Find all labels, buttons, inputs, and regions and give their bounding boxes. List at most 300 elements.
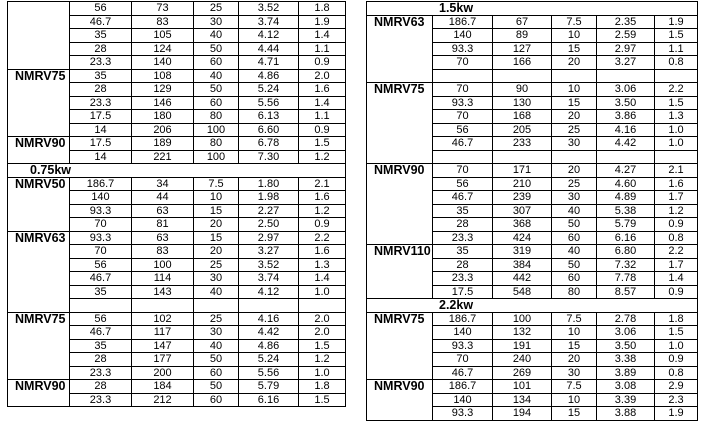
table-row: [367, 312, 698, 326]
section-header-row: [8, 164, 346, 178]
value-cell: [597, 69, 655, 83]
value-cell: 70: [433, 353, 493, 367]
value-cell: 1.5: [655, 29, 698, 43]
value-cell: 2.1: [655, 164, 698, 178]
value-cell: 1.5: [299, 339, 346, 353]
power-section-label: 1.5kw: [367, 2, 698, 16]
value-cell: 1.0: [655, 137, 698, 151]
value-cell: 114: [132, 272, 194, 286]
value-cell: 73: [132, 2, 194, 16]
value-cell: 0.9: [655, 218, 698, 232]
value-cell: 194: [493, 407, 552, 421]
value-cell: 3.52: [239, 2, 299, 16]
value-cell: 186.7: [433, 312, 493, 326]
value-cell: 7.5: [194, 177, 239, 191]
value-cell: 4.89: [597, 191, 655, 205]
value-cell: 307: [493, 204, 552, 218]
value-cell: 1.1: [655, 42, 698, 56]
right-spec-table: [366, 1, 698, 421]
value-cell: 205: [493, 123, 552, 137]
value-cell: 2.0: [299, 312, 346, 326]
value-cell: 25: [552, 123, 597, 137]
value-cell: 56: [433, 177, 493, 191]
value-cell: 129: [132, 83, 194, 97]
value-cell: 0.9: [299, 56, 346, 70]
value-cell: 384: [493, 258, 552, 272]
value-cell: 15: [552, 96, 597, 110]
value-cell: 130: [493, 96, 552, 110]
left-spec-table: [7, 1, 346, 407]
table-row: [8, 177, 346, 191]
value-cell: 46.7: [433, 137, 493, 151]
value-cell: 35: [70, 285, 132, 299]
table-row: [8, 137, 346, 151]
value-cell: 25: [194, 312, 239, 326]
value-cell: 93.3: [433, 339, 493, 353]
value-cell: 1.2: [299, 353, 346, 367]
value-cell: [597, 150, 655, 164]
value-cell: 3.39: [597, 393, 655, 407]
value-cell: 140: [433, 29, 493, 43]
value-cell: 102: [132, 312, 194, 326]
value-cell: 0.8: [655, 366, 698, 380]
value-cell: 35: [70, 339, 132, 353]
table-row: [367, 245, 698, 259]
value-cell: 0.9: [299, 218, 346, 232]
value-cell: 1.4: [299, 29, 346, 43]
value-cell: 23.3: [433, 231, 493, 245]
value-cell: 1.8: [299, 380, 346, 394]
value-cell: 1.4: [299, 272, 346, 286]
value-cell: 3.74: [239, 272, 299, 286]
value-cell: 221: [132, 150, 194, 164]
value-cell: 5.56: [239, 366, 299, 380]
value-cell: 6.16: [239, 393, 299, 407]
value-cell: 34: [132, 177, 194, 191]
value-cell: 93.3: [70, 204, 132, 218]
value-cell: 1.1: [299, 110, 346, 124]
value-cell: [552, 150, 597, 164]
value-cell: 0.9: [655, 285, 698, 299]
value-cell: 20: [552, 110, 597, 124]
value-cell: 46.7: [433, 366, 493, 380]
value-cell: 2.78: [597, 312, 655, 326]
model-name-cell: NMRV90: [367, 164, 433, 245]
value-cell: 7.32: [597, 258, 655, 272]
value-cell: 6.16: [597, 231, 655, 245]
value-cell: 56: [70, 312, 132, 326]
value-cell: 3.52: [239, 258, 299, 272]
value-cell: 6.78: [239, 137, 299, 151]
value-cell: 20: [194, 218, 239, 232]
value-cell: 7.5: [552, 380, 597, 394]
value-cell: 1.0: [299, 285, 346, 299]
value-cell: 93.3: [70, 231, 132, 245]
value-cell: 20: [194, 245, 239, 259]
value-cell: 100: [194, 123, 239, 137]
value-cell: 10: [552, 29, 597, 43]
value-cell: 0.8: [655, 56, 698, 70]
value-cell: 28: [70, 353, 132, 367]
value-cell: 100: [493, 312, 552, 326]
value-cell: 319: [493, 245, 552, 259]
value-cell: 28: [433, 218, 493, 232]
value-cell: 15: [194, 204, 239, 218]
value-cell: 2.0: [299, 326, 346, 340]
value-cell: 146: [132, 96, 194, 110]
value-cell: 5.79: [239, 380, 299, 394]
value-cell: [299, 299, 346, 313]
value-cell: 3.08: [597, 380, 655, 394]
value-cell: 20: [552, 353, 597, 367]
value-cell: 4.12: [239, 29, 299, 43]
value-cell: 83: [132, 245, 194, 259]
value-cell: 60: [194, 366, 239, 380]
value-cell: 4.44: [239, 42, 299, 56]
value-cell: 1.80: [239, 177, 299, 191]
value-cell: 28: [70, 83, 132, 97]
value-cell: 23.3: [70, 366, 132, 380]
value-cell: 25: [194, 2, 239, 16]
value-cell: 3.50: [597, 96, 655, 110]
power-section-label: 2.2kw: [367, 299, 698, 313]
value-cell: 50: [552, 218, 597, 232]
value-cell: 70: [433, 110, 493, 124]
value-cell: 10: [552, 83, 597, 97]
value-cell: 30: [194, 272, 239, 286]
value-cell: 4.16: [597, 123, 655, 137]
value-cell: 1.8: [655, 312, 698, 326]
value-cell: 7.5: [552, 312, 597, 326]
value-cell: 2.59: [597, 29, 655, 43]
value-cell: 14: [70, 123, 132, 137]
value-cell: 60: [194, 56, 239, 70]
value-cell: 5.24: [239, 83, 299, 97]
value-cell: 25: [194, 258, 239, 272]
value-cell: 50: [194, 83, 239, 97]
value-cell: 117: [132, 326, 194, 340]
value-cell: [70, 299, 132, 313]
value-cell: 2.2: [299, 231, 346, 245]
value-cell: [132, 299, 194, 313]
value-cell: 1.6: [299, 191, 346, 205]
value-cell: 200: [132, 366, 194, 380]
model-name-cell: NMRV63: [367, 15, 433, 83]
value-cell: 25: [552, 177, 597, 191]
model-name-cell: NMRV75: [8, 312, 70, 380]
value-cell: 2.0: [299, 69, 346, 83]
value-cell: 140: [433, 393, 493, 407]
value-cell: 6.60: [239, 123, 299, 137]
value-cell: 40: [194, 285, 239, 299]
value-cell: [493, 69, 552, 83]
value-cell: 1.6: [299, 83, 346, 97]
model-name-cell: NMRV63: [8, 231, 70, 312]
value-cell: 80: [194, 137, 239, 151]
value-cell: 93.3: [433, 42, 493, 56]
value-cell: 3.89: [597, 366, 655, 380]
value-cell: 4.12: [239, 285, 299, 299]
value-cell: 0.9: [299, 123, 346, 137]
table-row: [367, 83, 698, 97]
value-cell: 30: [552, 366, 597, 380]
value-cell: 1.1: [299, 42, 346, 56]
model-name-cell: NMRV90: [367, 380, 433, 421]
value-cell: 3.50: [597, 339, 655, 353]
table-row: [8, 2, 346, 16]
value-cell: 2.35: [597, 15, 655, 29]
value-cell: 4.60: [597, 177, 655, 191]
value-cell: [433, 69, 493, 83]
table-row: [8, 380, 346, 394]
value-cell: 60: [194, 393, 239, 407]
model-name-cell: NMRV50: [8, 177, 70, 231]
value-cell: 23.3: [70, 393, 132, 407]
value-cell: 50: [194, 42, 239, 56]
model-name-cell: NMRV75: [367, 312, 433, 380]
value-cell: 50: [194, 353, 239, 367]
value-cell: 177: [132, 353, 194, 367]
value-cell: 1.0: [655, 339, 698, 353]
table-row: [367, 380, 698, 394]
section-header-row: [367, 2, 698, 16]
value-cell: 46.7: [70, 272, 132, 286]
value-cell: [239, 299, 299, 313]
value-cell: 212: [132, 393, 194, 407]
value-cell: 7.78: [597, 272, 655, 286]
value-cell: 4.27: [597, 164, 655, 178]
value-cell: 1.2: [299, 204, 346, 218]
value-cell: 3.74: [239, 15, 299, 29]
value-cell: 4.42: [239, 326, 299, 340]
value-cell: 35: [70, 69, 132, 83]
value-cell: 168: [493, 110, 552, 124]
value-cell: 17.5: [433, 285, 493, 299]
value-cell: 140: [433, 326, 493, 340]
value-cell: 0.8: [655, 231, 698, 245]
value-cell: 3.27: [597, 56, 655, 70]
value-cell: 2.97: [239, 231, 299, 245]
value-cell: 60: [194, 96, 239, 110]
value-cell: [433, 150, 493, 164]
value-cell: 46.7: [70, 15, 132, 29]
value-cell: [655, 69, 698, 83]
value-cell: 1.0: [655, 123, 698, 137]
model-name-cell: NMRV110: [367, 245, 433, 299]
value-cell: 20: [552, 164, 597, 178]
value-cell: 1.2: [655, 204, 698, 218]
value-cell: 3.06: [597, 83, 655, 97]
value-cell: 1.6: [299, 245, 346, 259]
power-section-label: 0.75kw: [8, 164, 346, 178]
value-cell: 2.27: [239, 204, 299, 218]
value-cell: 44: [132, 191, 194, 205]
value-cell: 2.2: [655, 83, 698, 97]
value-cell: 89: [493, 29, 552, 43]
value-cell: 4.42: [597, 137, 655, 151]
value-cell: 56: [433, 123, 493, 137]
value-cell: 30: [552, 191, 597, 205]
value-cell: 147: [132, 339, 194, 353]
value-cell: 2.1: [299, 177, 346, 191]
value-cell: 28: [433, 258, 493, 272]
value-cell: 8.57: [597, 285, 655, 299]
value-cell: 2.50: [239, 218, 299, 232]
value-cell: 70: [70, 218, 132, 232]
value-cell: 189: [132, 137, 194, 151]
value-cell: 4.71: [239, 56, 299, 70]
value-cell: [655, 150, 698, 164]
value-cell: 23.3: [433, 272, 493, 286]
value-cell: 7.30: [239, 150, 299, 164]
value-cell: 134: [493, 393, 552, 407]
value-cell: 35: [70, 29, 132, 43]
value-cell: 56: [70, 2, 132, 16]
value-cell: 1.98: [239, 191, 299, 205]
value-cell: 67: [493, 15, 552, 29]
value-cell: 233: [493, 137, 552, 151]
value-cell: 30: [552, 137, 597, 151]
table-row: [8, 231, 346, 245]
value-cell: 105: [132, 29, 194, 43]
value-cell: 10: [552, 326, 597, 340]
value-cell: 23.3: [70, 56, 132, 70]
value-cell: 368: [493, 218, 552, 232]
value-cell: 14: [70, 150, 132, 164]
value-cell: 10: [194, 191, 239, 205]
value-cell: 424: [493, 231, 552, 245]
value-cell: 143: [132, 285, 194, 299]
value-cell: 35: [433, 245, 493, 259]
value-cell: 50: [552, 258, 597, 272]
value-cell: 1.3: [299, 258, 346, 272]
value-cell: 3.27: [239, 245, 299, 259]
value-cell: 100: [194, 150, 239, 164]
value-cell: 35: [433, 204, 493, 218]
value-cell: 191: [493, 339, 552, 353]
value-cell: 239: [493, 191, 552, 205]
value-cell: 100: [132, 258, 194, 272]
section-header-row: [367, 299, 698, 313]
value-cell: 166: [493, 56, 552, 70]
value-cell: 80: [552, 285, 597, 299]
value-cell: [194, 299, 239, 313]
value-cell: 5.56: [239, 96, 299, 110]
value-cell: 70: [433, 83, 493, 97]
value-cell: 206: [132, 123, 194, 137]
value-cell: 6.13: [239, 110, 299, 124]
value-cell: 20: [552, 56, 597, 70]
value-cell: 40: [194, 29, 239, 43]
model-name-cell: NMRV75: [8, 69, 70, 137]
value-cell: 186.7: [70, 177, 132, 191]
value-cell: 127: [493, 42, 552, 56]
value-cell: 186.7: [433, 15, 493, 29]
value-cell: 15: [552, 339, 597, 353]
model-name-cell: NMRV90: [8, 137, 70, 164]
value-cell: 28: [70, 380, 132, 394]
value-cell: [493, 150, 552, 164]
value-cell: 442: [493, 272, 552, 286]
value-cell: 40: [552, 204, 597, 218]
value-cell: 1.7: [655, 258, 698, 272]
value-cell: 3.86: [597, 110, 655, 124]
value-cell: 5.24: [239, 353, 299, 367]
value-cell: 60: [552, 231, 597, 245]
value-cell: 1.4: [299, 96, 346, 110]
model-name-cell: [8, 2, 70, 70]
model-name-cell: NMRV90: [8, 380, 70, 407]
value-cell: 17.5: [70, 137, 132, 151]
value-cell: 40: [194, 69, 239, 83]
value-cell: 15: [552, 407, 597, 421]
value-cell: 80: [194, 110, 239, 124]
value-cell: 240: [493, 353, 552, 367]
value-cell: 1.6: [655, 177, 698, 191]
value-cell: 15: [194, 231, 239, 245]
value-cell: 1.5: [299, 393, 346, 407]
value-cell: 269: [493, 366, 552, 380]
value-cell: 3.88: [597, 407, 655, 421]
value-cell: 93.3: [433, 407, 493, 421]
value-cell: 81: [132, 218, 194, 232]
value-cell: 70: [433, 164, 493, 178]
value-cell: 1.8: [299, 2, 346, 16]
value-cell: 1.2: [299, 150, 346, 164]
value-cell: 1.0: [299, 366, 346, 380]
value-cell: [552, 69, 597, 83]
value-cell: 171: [493, 164, 552, 178]
value-cell: 7.5: [552, 15, 597, 29]
value-cell: 60: [552, 272, 597, 286]
value-cell: 108: [132, 69, 194, 83]
value-cell: 2.2: [655, 245, 698, 259]
value-cell: 40: [552, 245, 597, 259]
value-cell: 101: [493, 380, 552, 394]
value-cell: 23.3: [70, 96, 132, 110]
value-cell: 1.4: [655, 272, 698, 286]
value-cell: 2.9: [655, 380, 698, 394]
model-name-cell: NMRV75: [367, 83, 433, 164]
value-cell: 4.16: [239, 312, 299, 326]
left-table-body: [8, 2, 346, 407]
value-cell: 6.80: [597, 245, 655, 259]
value-cell: 1.5: [655, 326, 698, 340]
value-cell: 2.97: [597, 42, 655, 56]
value-cell: 56: [70, 258, 132, 272]
value-cell: 140: [132, 56, 194, 70]
value-cell: 70: [70, 245, 132, 259]
value-cell: 132: [493, 326, 552, 340]
value-cell: 63: [132, 231, 194, 245]
value-cell: 184: [132, 380, 194, 394]
value-cell: 83: [132, 15, 194, 29]
value-cell: 548: [493, 285, 552, 299]
value-cell: 17.5: [70, 110, 132, 124]
value-cell: 5.38: [597, 204, 655, 218]
value-cell: 1.9: [655, 15, 698, 29]
value-cell: 1.5: [655, 96, 698, 110]
value-cell: 186.7: [433, 380, 493, 394]
value-cell: 180: [132, 110, 194, 124]
value-cell: 0.9: [655, 353, 698, 367]
value-cell: 1.3: [655, 110, 698, 124]
value-cell: 1.5: [299, 137, 346, 151]
value-cell: 28: [70, 42, 132, 56]
table-row: [367, 15, 698, 29]
value-cell: 10: [552, 393, 597, 407]
right-table-body: [367, 2, 698, 421]
